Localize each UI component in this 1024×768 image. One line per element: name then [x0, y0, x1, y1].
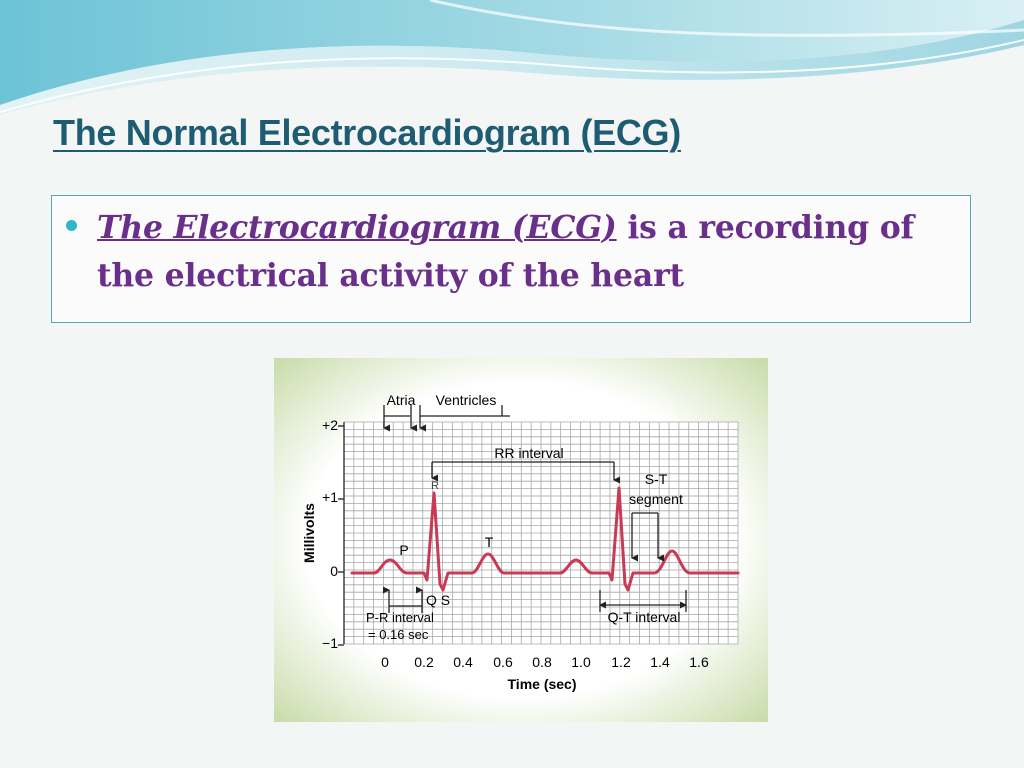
pr-interval-label: = 0.16 sec [368, 627, 429, 642]
t-wave-label: T [484, 534, 494, 550]
y-tick-label: 0 [330, 563, 338, 579]
x-tick-label: 0.2 [414, 654, 434, 670]
content-box [51, 195, 971, 323]
ecg-figure [274, 358, 768, 722]
ventricles-label: Ventricles [435, 392, 497, 408]
st-segment-label: S-T [644, 471, 668, 487]
x-tick-label: 1.0 [571, 654, 591, 670]
x-tick-label: 0.4 [453, 654, 473, 670]
slide-title: The Normal Electrocardiogram (ECG) [53, 112, 681, 153]
r-wave-label: R [431, 480, 439, 492]
x-tick-label: 1.2 [611, 654, 631, 670]
header-wave-decoration [0, 0, 1024, 130]
bullet-text [97, 204, 962, 300]
x-tick-label: 1.6 [689, 654, 709, 670]
qt-interval-label: Q-T interval [607, 609, 681, 625]
qs-label: Q S [425, 592, 451, 608]
p-wave-label: P [399, 542, 409, 558]
y-axis-label: Millivolts [301, 503, 317, 563]
y-tick-label: +1 [322, 489, 338, 505]
st-segment-label: segment [629, 491, 683, 507]
x-tick-label: 0.6 [493, 654, 513, 670]
bullet-icon [66, 220, 77, 231]
y-tick-label: −1 [322, 635, 338, 651]
pr-interval-label: P-R interval [366, 610, 434, 625]
x-tick-label: 0 [381, 654, 389, 670]
y-tick-label: +2 [322, 417, 338, 433]
atria-label: Atria [386, 392, 416, 408]
x-tick-label: 0.8 [532, 654, 552, 670]
ecg-definition-text: is a recording of the electrical activity of the heart [97, 209, 914, 294]
ecg-definition-term: The Electrocardiogram (ECG) [97, 209, 617, 246]
ecg-diagram [274, 358, 768, 722]
rr-interval-label: RR interval [494, 445, 564, 461]
x-axis-label: Time (sec) [507, 676, 577, 692]
x-tick-label: 1.4 [650, 654, 670, 670]
